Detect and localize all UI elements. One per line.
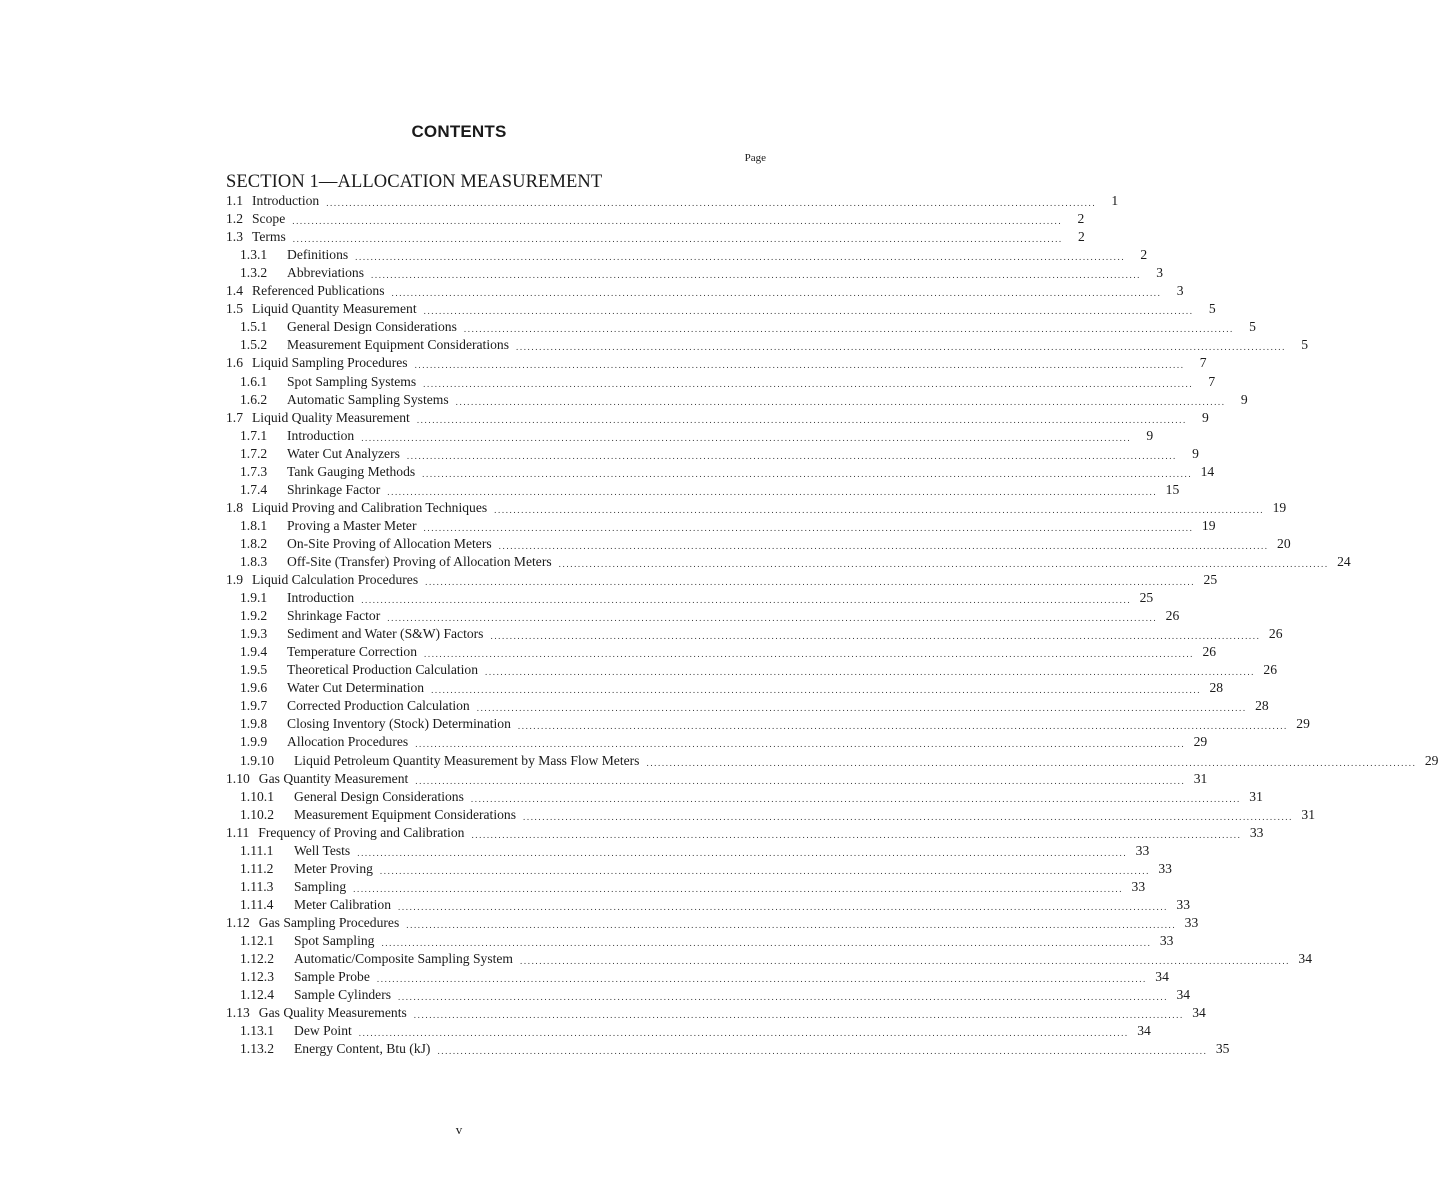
toc-entry <box>226 1021 1151 1039</box>
toc-entry-page: 26 <box>1165 608 1180 624</box>
toc-entry-title: Introduction <box>287 590 355 606</box>
dot-leader: ........................................................................................................................................................................................................ <box>424 649 1195 660</box>
toc-entry-title: Sediment and Water (S&W) Factors <box>287 626 484 642</box>
dot-leader: ........................................................................................................................................................................................................ <box>476 703 1247 714</box>
toc-entry <box>226 552 1351 570</box>
toc-entry-number: 1.8.1 <box>240 517 268 533</box>
dot-leader: ........................................................................................................................................................................................................ <box>406 450 1177 461</box>
toc-entry-page: 34 <box>1176 987 1191 1003</box>
toc-entry-number: 1.3.1 <box>240 247 268 263</box>
toc-entry-number: 1.8.2 <box>240 535 268 551</box>
toc-entry-page: 33 <box>1135 842 1150 858</box>
toc-entry-number: 1.9.1 <box>240 590 268 606</box>
toc-entry <box>226 426 1154 444</box>
toc-entry <box>226 516 1216 534</box>
toc-entry-page: 7 <box>1208 373 1216 389</box>
dot-leader: ........................................................................................................................................................................................................ <box>292 216 1063 227</box>
toc-entry-title: Terms <box>252 229 286 245</box>
toc-entry-page: 34 <box>1192 1005 1206 1021</box>
toc-entry-title: Well Tests <box>294 842 351 858</box>
toc-entry-number: 1.10.2 <box>240 806 274 822</box>
toc-entry-page: 26 <box>1202 644 1217 660</box>
toc-entry-title: Spot Sampling <box>294 932 375 948</box>
toc-entry-page: 15 <box>1165 481 1180 497</box>
page-column-label: Page <box>744 152 766 164</box>
dot-leader: ........................................................................................................................................................................................................ <box>523 811 1293 822</box>
dot-leader: ........................................................................................................................................................................................................ <box>381 937 1152 948</box>
toc-entry-page: 33 <box>1131 878 1146 894</box>
toc-entry <box>226 823 1264 841</box>
toc-entry-number: 1.11 <box>226 824 250 840</box>
toc-entry <box>226 787 1263 805</box>
dot-leader: ........................................................................................................................................................................................................ <box>326 198 1097 209</box>
toc-entry-page: 19 <box>1272 499 1287 515</box>
toc-entry-number: 1.9.8 <box>240 716 268 732</box>
toc-entry-title: Scope <box>252 211 286 227</box>
dot-leader: ........................................................................................................................................................................................................ <box>470 793 1241 804</box>
toc-entry-title: Energy Content, Btu (kJ) <box>294 1041 431 1057</box>
toc-entry-title: Introduction <box>252 193 320 209</box>
dot-leader: ........................................................................................................................................................................................................ <box>490 631 1261 642</box>
dot-leader: ........................................................................................................................................................................................................ <box>416 414 1187 425</box>
toc-entry-number: 1.9.2 <box>240 608 268 624</box>
toc-entry <box>226 895 1191 913</box>
toc-entry-page: 33 <box>1159 932 1174 948</box>
dot-leader: ........................................................................................................................................................................................................ <box>423 522 1194 533</box>
toc-entry-number: 1.8 <box>226 499 243 515</box>
dot-leader: ........................................................................................................................................................................................................ <box>494 504 1265 515</box>
toc-entry-title: Sample Cylinders <box>294 987 392 1003</box>
dot-leader: ........................................................................................................................................................................................................ <box>413 1010 1184 1021</box>
dot-leader: ........................................................................................................................................................................................................ <box>387 613 1158 624</box>
dot-leader: ........................................................................................................................................................................................................ <box>455 396 1226 407</box>
toc-entry-page: 2 <box>1140 247 1148 263</box>
section-title: SECTION 1—ALLOCATION MEASUREMENT <box>226 172 603 192</box>
toc-entry <box>226 841 1150 859</box>
toc-entry-page: 33 <box>1176 896 1191 912</box>
toc-entry <box>226 335 1308 353</box>
toc-entry-title: Automatic/Composite Sampling System <box>294 951 514 967</box>
toc-entry <box>226 877 1146 895</box>
dot-leader: ........................................................................................................................................................................................................ <box>361 432 1132 443</box>
toc-entry <box>226 642 1217 660</box>
dot-leader: ........................................................................................................................................................................................................ <box>355 252 1126 263</box>
toc-entry-title: On-Site Proving of Allocation Meters <box>287 535 492 551</box>
toc-entry-page: 2 <box>1077 229 1085 245</box>
toc-entry-title: Gas Quantity Measurement <box>258 770 409 786</box>
table-of-contents <box>226 191 1438 1057</box>
toc-entry-page: 9 <box>1240 391 1248 407</box>
toc-entry-page: 20 <box>1277 535 1291 551</box>
dot-leader: ........................................................................................................................................................................................................ <box>358 1028 1129 1039</box>
toc-entry-title: Spot Sampling Systems <box>287 373 417 389</box>
toc-entry-page: 29 <box>1296 716 1310 732</box>
toc-entry <box>226 606 1180 624</box>
dot-leader: ........................................................................................................................................................................................................ <box>414 360 1185 371</box>
toc-entry-number: 1.12.1 <box>240 932 274 948</box>
toc-entry-page: 29 <box>1424 752 1438 768</box>
toc-entry-title: Measurement Equipment Considerations <box>294 806 516 822</box>
toc-entry-number: 1.7.4 <box>240 481 268 497</box>
toc-entry-number: 1.9 <box>226 572 243 588</box>
toc-entry-title: Allocation Procedures <box>287 734 409 750</box>
toc-entry-title: Corrected Production Calculation <box>287 698 470 714</box>
toc-entry <box>226 534 1291 552</box>
toc-entry <box>226 931 1174 949</box>
toc-entry-number: 1.7.2 <box>240 445 268 461</box>
toc-entry-title: Sample Probe <box>294 969 370 985</box>
toc-entry-title: Closing Inventory (Stock) Determination <box>287 716 511 732</box>
toc-entry-page: 31 <box>1193 770 1208 786</box>
toc-entry-page: 25 <box>1203 572 1218 588</box>
toc-entry-number: 1.10 <box>226 770 250 786</box>
dot-leader: ........................................................................................................................................................................................................ <box>431 685 1202 696</box>
dot-leader: ........................................................................................................................................................................................................ <box>425 577 1196 588</box>
toc-entry-title: General Design Considerations <box>294 788 464 804</box>
toc-entry-number: 1.6.2 <box>240 391 268 407</box>
toc-entry-page: 33 <box>1184 914 1199 930</box>
dot-leader: ........................................................................................................................................................................................................ <box>646 757 1417 768</box>
toc-entry-page: 2 <box>1077 211 1085 227</box>
toc-entry <box>226 660 1278 678</box>
toc-entry-number: 1.11.1 <box>240 842 274 858</box>
toc-entry-number: 1.4 <box>226 283 243 299</box>
toc-entry <box>226 299 1216 317</box>
toc-entry <box>226 408 1209 426</box>
toc-entry-page: 3 <box>1176 283 1184 299</box>
toc-entry-title: Measurement Equipment Considerations <box>287 337 509 353</box>
toc-entry-page: 9 <box>1202 409 1209 425</box>
toc-entry-page: 9 <box>1192 445 1199 461</box>
toc-entry-number: 1.9.7 <box>240 698 268 714</box>
dot-leader: ........................................................................................................................................................................................................ <box>437 1046 1208 1057</box>
toc-entry-title: Proving a Master Meter <box>287 517 417 533</box>
toc-entry-number: 1.9.5 <box>240 662 268 678</box>
toc-entry <box>226 678 1224 696</box>
toc-entry-number: 1.9.10 <box>240 752 274 768</box>
toc-entry <box>226 462 1215 480</box>
toc-entry <box>226 949 1313 967</box>
toc-entry-title: General Design Considerations <box>287 319 457 335</box>
toc-entry-number: 1.13.1 <box>240 1023 274 1039</box>
dot-leader: ........................................................................................................................................................................................................ <box>398 992 1169 1003</box>
toc-entry-title: Sampling <box>294 878 347 894</box>
toc-entry-title: Gas Sampling Procedures <box>258 914 400 930</box>
toc-entry-number: 1.8.3 <box>240 553 268 569</box>
toc-entry-number: 1.12.4 <box>240 987 274 1003</box>
dot-leader: ........................................................................................................................................................................................................ <box>558 558 1329 569</box>
toc-entry <box>226 444 1199 462</box>
toc-entry <box>226 390 1248 408</box>
footer-page-number: v <box>455 1122 463 1137</box>
toc-entry-title: Meter Proving <box>294 860 373 876</box>
toc-entry-page: 1 <box>1111 193 1119 209</box>
dot-leader: ........................................................................................................................................................................................................ <box>406 919 1177 930</box>
dot-leader: ........................................................................................................................................................................................................ <box>423 378 1194 389</box>
dot-leader: ........................................................................................................................................................................................................ <box>391 288 1162 299</box>
toc-entry-title: Shrinkage Factor <box>287 608 381 624</box>
toc-entry-title: Temperature Correction <box>287 644 418 660</box>
toc-entry <box>226 480 1180 498</box>
toc-entry <box>226 732 1208 750</box>
toc-entry-page: 34 <box>1137 1023 1151 1039</box>
dot-leader: ........................................................................................................................................................................................................ <box>376 974 1147 985</box>
toc-entry-number: 1.11.2 <box>240 860 274 876</box>
toc-entry-title: Theoretical Production Calculation <box>287 662 479 678</box>
toc-entry-number: 1.6.1 <box>240 373 268 389</box>
toc-entry-title: Tank Gauging Methods <box>287 463 416 479</box>
toc-entry-number: 1.5.2 <box>240 337 268 353</box>
toc-entry-number: 1.11.4 <box>240 896 274 912</box>
toc-entry <box>226 750 1438 768</box>
dot-leader: ........................................................................................................................................................................................................ <box>361 595 1132 606</box>
toc-entry-title: Frequency of Proving and Calibration <box>258 824 465 840</box>
toc-entry-number: 1.11.3 <box>240 878 274 894</box>
toc-entry <box>226 209 1085 227</box>
dot-leader: ........................................................................................................................................................................................................ <box>415 775 1186 786</box>
toc-entry <box>226 696 1269 714</box>
toc-entry-number: 1.12.3 <box>240 969 274 985</box>
toc-entry-title: Abbreviations <box>287 265 365 281</box>
toc-entry-title: Dew Point <box>294 1023 352 1039</box>
toc-entry <box>226 805 1315 823</box>
toc-entry-page: 31 <box>1249 788 1263 804</box>
dot-leader: ........................................................................................................................................................................................................ <box>423 306 1194 317</box>
dot-leader: ........................................................................................................................................................................................................ <box>371 270 1142 281</box>
toc-entry-number: 1.9.4 <box>240 644 268 660</box>
dot-leader: ........................................................................................................................................................................................................ <box>379 865 1150 876</box>
toc-entry <box>226 191 1119 209</box>
toc-entry-page: 5 <box>1249 319 1256 335</box>
toc-entry-page: 3 <box>1156 265 1164 281</box>
toc-entry <box>226 913 1199 931</box>
toc-entry-title: Liquid Sampling Procedures <box>252 355 408 371</box>
toc-entry <box>226 769 1208 787</box>
toc-entry-number: 1.9.6 <box>240 680 268 696</box>
toc-entry-title: Liquid Calculation Procedures <box>252 572 419 588</box>
toc-entry <box>226 967 1169 985</box>
toc-entry-page: 26 <box>1268 626 1283 642</box>
toc-entry-page: 24 <box>1337 553 1351 569</box>
toc-entry-title: Automatic Sampling Systems <box>287 391 449 407</box>
toc-entry-page: 33 <box>1158 860 1172 876</box>
toc-entry-page: 28 <box>1255 698 1269 714</box>
toc-entry-number: 1.3 <box>226 229 243 245</box>
dot-leader: ........................................................................................................................................................................................................ <box>292 234 1063 245</box>
toc-entry-title: Liquid Proving and Calibration Techniques <box>252 499 488 515</box>
toc-entry <box>226 498 1287 516</box>
dot-leader: ........................................................................................................................................................................................................ <box>471 829 1242 840</box>
toc-entry-title: Water Cut Determination <box>287 680 425 696</box>
toc-entry-title: Off-Site (Transfer) Proving of Allocation Meters <box>287 553 552 569</box>
toc-entry <box>226 1039 1230 1057</box>
toc-entry-number: 1.2 <box>226 211 243 227</box>
toc-entry-number: 1.3.2 <box>240 265 268 281</box>
toc-entry-page: 9 <box>1146 427 1154 443</box>
toc-entry <box>226 245 1148 263</box>
page-title: CONTENTS <box>411 122 507 141</box>
toc-entry-number: 1.7 <box>226 409 243 425</box>
toc-entry <box>226 281 1184 299</box>
toc-entry-number: 1.9.3 <box>240 626 268 642</box>
toc-entry-number: 1.12 <box>226 914 250 930</box>
toc-entry <box>226 371 1216 389</box>
toc-entry-number: 1.10.1 <box>240 788 274 804</box>
dot-leader: ........................................................................................................................................................................................................ <box>517 721 1288 732</box>
dot-leader: ........................................................................................................................................................................................................ <box>422 468 1193 479</box>
dot-leader: ........................................................................................................................................................................................................ <box>498 540 1269 551</box>
toc-entry-page: 5 <box>1301 337 1308 353</box>
toc-entry-title: Water Cut Analyzers <box>287 445 400 461</box>
toc-entry-number: 1.12.2 <box>240 951 274 967</box>
dot-leader: ........................................................................................................................................................................................................ <box>516 342 1286 353</box>
toc-entry-page: 31 <box>1301 806 1315 822</box>
toc-entry-title: Definitions <box>287 247 349 263</box>
toc-entry-title: Shrinkage Factor <box>287 481 381 497</box>
toc-entry-title: Referenced Publications <box>252 283 385 299</box>
dot-leader: ........................................................................................................................................................................................................ <box>520 956 1291 967</box>
toc-entry <box>226 317 1256 335</box>
toc-entry-number: 1.9.9 <box>240 734 268 750</box>
toc-entry-page: 34 <box>1155 969 1169 985</box>
toc-entry-title: Liquid Quantity Measurement <box>252 301 417 317</box>
toc-entry <box>226 263 1164 281</box>
toc-entry-page: 19 <box>1201 517 1216 533</box>
toc-entry <box>226 227 1085 245</box>
toc-entry-number: 1.1 <box>226 193 243 209</box>
dot-leader: ........................................................................................................................................................................................................ <box>415 739 1186 750</box>
toc-entry-page: 28 <box>1209 680 1224 696</box>
toc-entry-title: Gas Quality Measurements <box>258 1005 407 1021</box>
toc-entry <box>226 859 1172 877</box>
toc-entry-page: 33 <box>1249 824 1264 840</box>
toc-entry <box>226 353 1207 371</box>
toc-entry-page: 26 <box>1263 662 1278 678</box>
toc-entry-page: 5 <box>1208 301 1216 317</box>
toc-entry <box>226 1003 1206 1021</box>
toc-entry-page: 7 <box>1199 355 1207 371</box>
dot-leader: ........................................................................................................................................................................................................ <box>387 486 1158 497</box>
toc-entry-page: 14 <box>1200 463 1215 479</box>
toc-entry-number: 1.5 <box>226 301 243 317</box>
toc-entry <box>226 570 1218 588</box>
toc-entry-number: 1.7.1 <box>240 427 268 443</box>
toc-entry <box>226 624 1283 642</box>
toc-entry-title: Liquid Petroleum Quantity Measurement by Mass Flow Meters <box>294 752 640 768</box>
dot-leader: ........................................................................................................................................................................................................ <box>398 901 1169 912</box>
toc-entry-number: 1.6 <box>226 355 243 371</box>
toc-entry <box>226 985 1191 1003</box>
toc-entry-number: 1.13 <box>226 1005 250 1021</box>
toc-entry <box>226 714 1310 732</box>
toc-entry <box>226 588 1154 606</box>
toc-entry-title: Liquid Quality Measurement <box>252 409 410 425</box>
dot-leader: ........................................................................................................................................................................................................ <box>353 883 1124 894</box>
toc-entry-page: 29 <box>1193 734 1208 750</box>
toc-entry-title: Introduction <box>287 427 355 443</box>
toc-entry-number: 1.13.2 <box>240 1041 274 1057</box>
toc-entry-number: 1.7.3 <box>240 463 268 479</box>
toc-entry-title: Meter Calibration <box>294 896 392 912</box>
toc-entry-number: 1.5.1 <box>240 319 268 335</box>
toc-entry-page: 25 <box>1139 590 1154 606</box>
dot-leader: ........................................................................................................................................................................................................ <box>463 324 1234 335</box>
toc-entry-page: 35 <box>1215 1041 1230 1057</box>
dot-leader: ........................................................................................................................................................................................................ <box>357 847 1128 858</box>
toc-entry-page: 34 <box>1298 951 1313 967</box>
dot-leader: ........................................................................................................................................................................................................ <box>485 667 1256 678</box>
